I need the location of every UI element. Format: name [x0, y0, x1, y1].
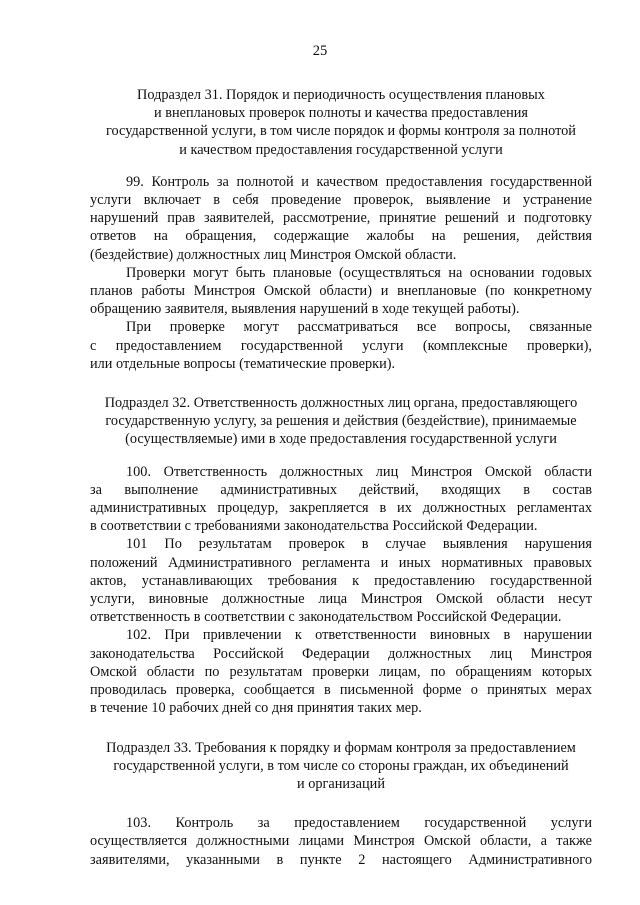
paragraph-101: [90, 535, 592, 626]
paragraph-line: в течение 10 рабочих дней со дня принятия таких мер.: [90, 700, 422, 717]
paragraph-line: проводилась проверка, сообщается в письменной форме о принятых мерах: [90, 682, 592, 699]
section-heading-33: [90, 739, 592, 794]
paragraph-99: [90, 173, 592, 264]
paragraph-102: [90, 626, 592, 717]
section-heading-31: [90, 86, 592, 159]
paragraph-line: обращению заявителя, выявления нарушений в ходе текущей работы).: [90, 301, 520, 318]
paragraph-line: ответственность в соответствии с законодательством Российской Федерации.: [90, 609, 562, 626]
paragraph-line: с предоставлением государственной услуги (комплексные проверки),: [90, 337, 592, 354]
heading-line: Подраздел 31. Порядок и периодичность осуществления плановых: [137, 87, 545, 103]
paragraph-line: 100. Ответственность должностных лиц Минстроя Омской области: [126, 463, 592, 480]
document-body: [90, 86, 592, 869]
paragraph-line: (бездействие) должностных лиц Минстроя Омской области.: [90, 246, 457, 263]
section-heading-32: [90, 394, 592, 449]
heading-line: государственной услуги, в том числе порядок и формы контроля за полнотой: [106, 123, 576, 140]
heading-line: Подраздел 33. Требования к порядку и формам контроля за предоставлением: [106, 739, 576, 756]
paragraph-line: 101 По результатам проверок в случае выявления нарушения: [126, 536, 592, 553]
paragraph-line: Омской области по результатам проверки лицам, по обращениям которых: [90, 663, 592, 680]
paragraph-line: ответов на обращения, содержащие жалобы на решения, действия: [90, 228, 592, 245]
paragraph-line: 103. Контроль за предоставлением государственной услуги: [126, 815, 592, 832]
heading-line: и организаций: [297, 775, 385, 792]
heading-line: Подраздел 32. Ответственность должностных лиц органа, предоставляющего: [104, 395, 578, 412]
heading-line: государственную услугу, за решения и действия (бездействие), принимаемые: [105, 413, 577, 430]
paragraph-line: законодательства Российской Федерации должностных лиц Минстроя: [90, 645, 592, 662]
paragraph-line: осуществляется должностными лицами Минстроя Омской области, а также: [90, 833, 592, 850]
paragraph-line: услуги, виновные должностные лица Минстроя Омской области несут: [90, 591, 592, 608]
paragraph-line: Проверки могут быть плановые (осуществляться на основании годовых: [126, 264, 592, 281]
heading-line: государственной услуги, в том числе со стороны граждан, их объединений: [113, 757, 569, 774]
paragraph-line: услуги включает в себя проведение проверок, выявление и устранение: [90, 192, 592, 209]
paragraph-line: нарушений прав заявителей, рассмотрение, принятие решений и подготовку: [90, 210, 592, 227]
paragraph-line: за выполнение административных действий, входящих в состав: [90, 481, 592, 498]
paragraph-line: планов работы Минстроя Омской области) и внеплановые (по конкретному: [90, 283, 592, 300]
paragraph-line: заявителями, указанными в пункте 2 настоящего Административного: [90, 851, 592, 868]
paragraph-line: или отдельные вопросы (тематические проверки).: [90, 355, 396, 372]
paragraph-line: административных процедур, закрепляется в их должностных регламентах: [90, 500, 592, 517]
paragraph-line: в соответствии с требованиями законодательства Российской Федерации.: [90, 518, 538, 535]
heading-line: и качеством предоставления государственной услуги: [179, 141, 503, 158]
paragraph-103: [90, 814, 592, 869]
paragraph-line: актов, устанавливающих требования к предоставлению государственной: [90, 572, 592, 589]
heading-line: и внеплановых проверок полноты и качества предоставления: [153, 105, 528, 122]
paragraph-line: положений Административного регламента и иных нормативных правовых: [90, 554, 592, 571]
paragraph-check-questions: [90, 318, 592, 373]
paragraph-line: 99. Контроль за полнотой и качеством предоставления государственной: [126, 173, 592, 190]
heading-line: (осуществляемые) ими в ходе предоставления государственной услуги: [125, 431, 557, 448]
paragraph-line: При проверке могут рассматриваться все вопросы, связанные: [126, 319, 592, 336]
paragraph-checks-types: [90, 264, 592, 319]
paragraph-line: 102. При привлечении к ответственности виновных в нарушении: [126, 627, 592, 644]
paragraph-100: [90, 463, 592, 536]
page-number: 25: [312, 43, 328, 59]
